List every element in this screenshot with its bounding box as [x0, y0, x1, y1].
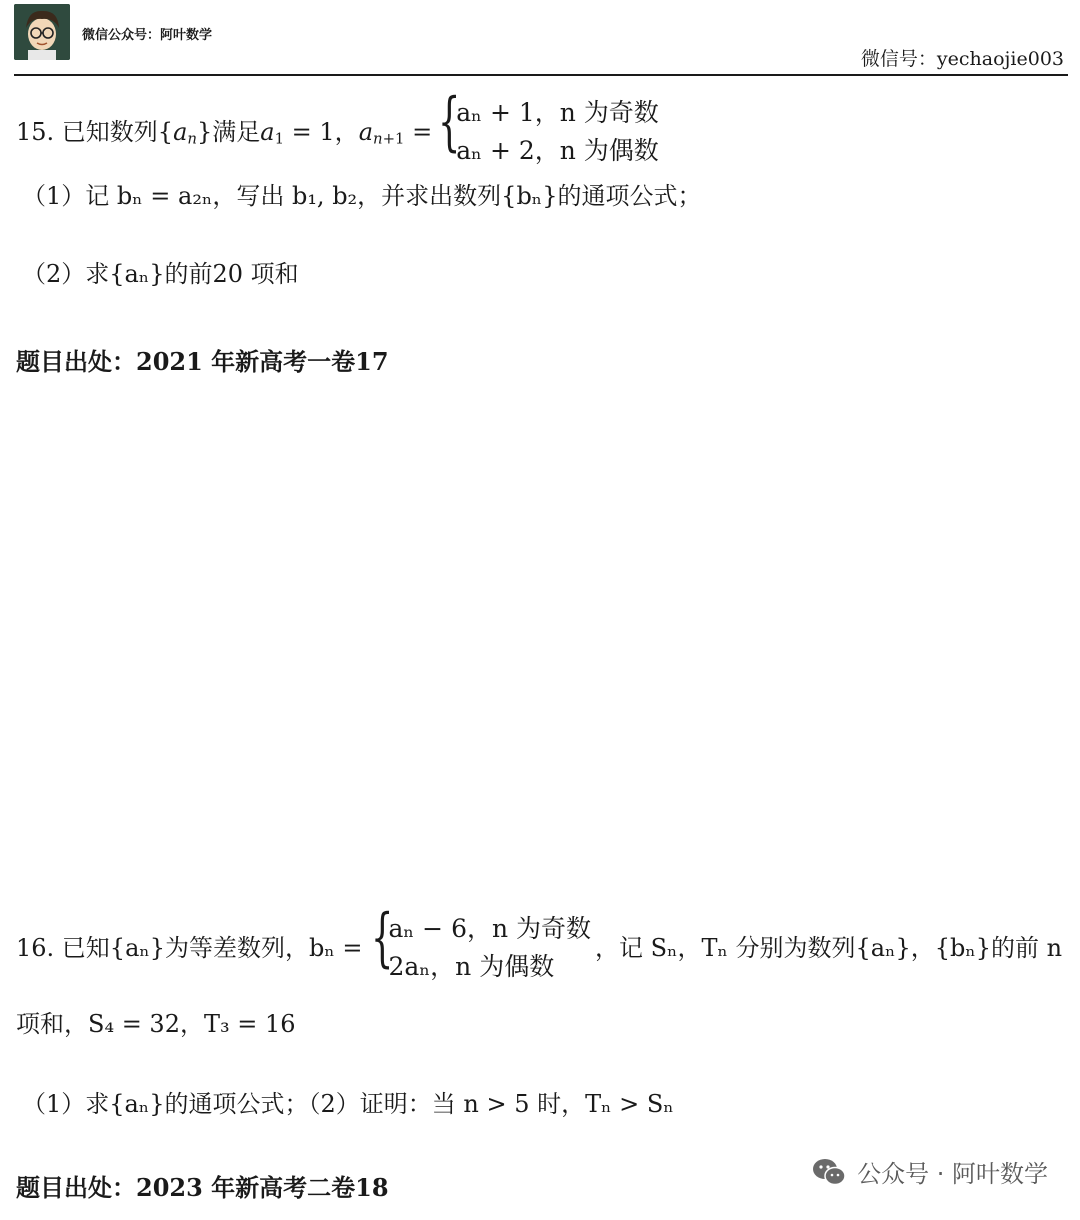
watermark-text: 公众号 · 阿叶数学: [857, 1160, 1048, 1188]
q16-parts: （1）求{aₙ}的通项公式；（2）证明：当 n > 5 时，Tₙ > Sₙ: [22, 1090, 674, 1118]
q15-piecewise: { aₙ + 1，n 为奇数 aₙ + 2，n 为偶数: [438, 94, 659, 170]
q15-source: 题目出处：2021 年新高考一卷17: [16, 347, 389, 376]
q16-source: 题目出处：2023 年新高考二卷18: [16, 1173, 389, 1202]
header-wechat-id: 微信号：yechaojie003: [860, 48, 1064, 70]
q15-part2: （2）求{aₙ}的前20 项和: [22, 260, 299, 288]
q16-case-odd: aₙ − 6，n 为奇数: [388, 914, 592, 943]
q15-text: 15. 已知数列$\{a_n\}$满足$a_1 = 1$，$a_{n+1}$ =: [16, 118, 433, 148]
header-divider: [14, 74, 1068, 76]
q15-case-even: aₙ + 2，n 为偶数: [456, 136, 659, 165]
q16-intro: 16. 已知{aₙ}为等差数列，bₙ =: [16, 934, 363, 962]
q16-statement: [16, 901, 1063, 986]
q15-case-odd: aₙ + 1，n 为奇数: [456, 98, 659, 127]
q15-part1: （1）记 bₙ = a₂ₙ，写出 b₁, b₂，并求出数列{bₙ}的通项公式；: [22, 182, 702, 210]
q16-case-even: 2aₙ，n 为偶数: [388, 952, 555, 981]
avatar: [14, 4, 70, 60]
wechat-icon: [811, 1157, 847, 1187]
avatar-illustration: [14, 4, 70, 60]
q15-statement: [16, 85, 659, 170]
q16-piecewise: { aₙ − 6，n 为奇数 2aₙ，n 为偶数: [371, 910, 592, 986]
watermark: [811, 1154, 1048, 1189]
header-account-name: 微信公众号：阿叶数学: [82, 28, 213, 43]
q16-line2: 项和，S₄ = 32，T₃ = 16: [16, 1010, 296, 1038]
q16-after: ，记 Sₙ，Tₙ 分别为数列{aₙ}，{bₙ}的前 n: [595, 934, 1063, 962]
